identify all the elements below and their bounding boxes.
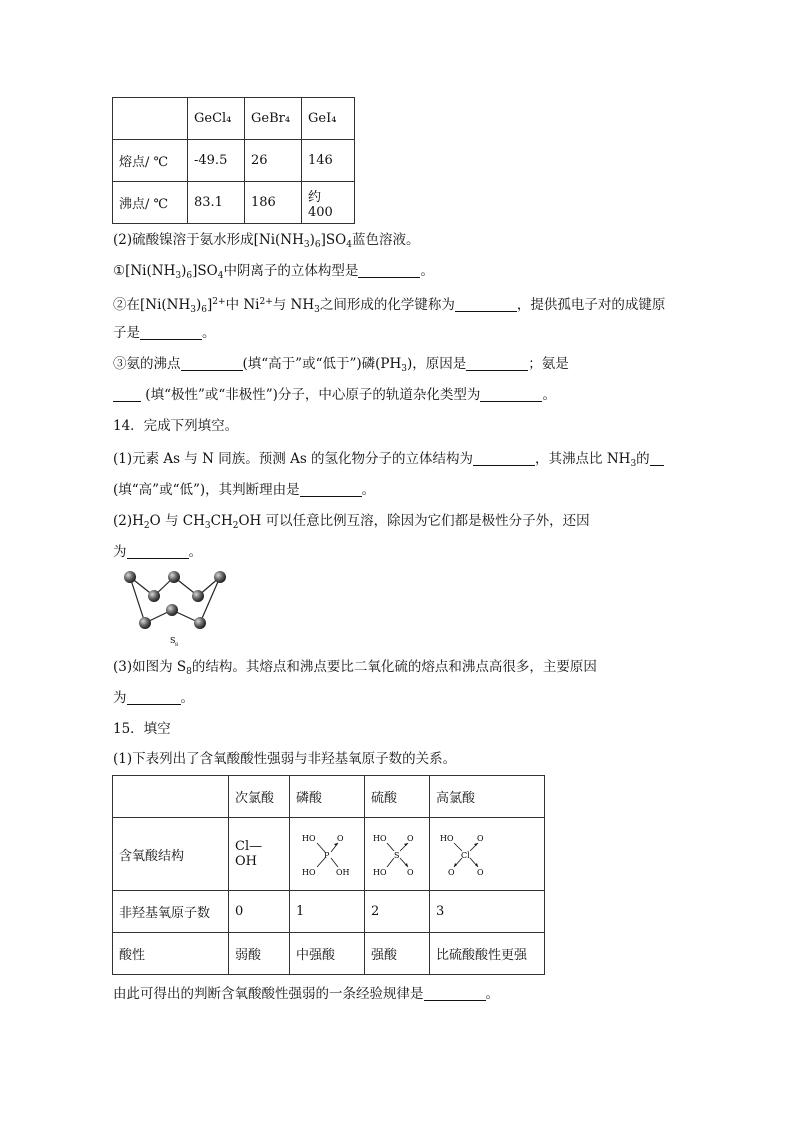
table-row xyxy=(113,182,355,224)
q13-sub3-text: ③氨的沸点 (填“高于”或“低于”)磷$(PH_3)$，原因是 ；氨是 xyxy=(113,356,569,374)
table-row-label: 酸性 xyxy=(113,933,229,975)
table-header-cell: GeI₄ xyxy=(302,98,355,140)
q15-part1-intro: (1)下表列出了含氧酸酸性强弱与非羟基氧原子数的关系。 xyxy=(113,751,457,767)
table-row xyxy=(113,818,545,891)
table-cell xyxy=(113,98,188,140)
table-cell xyxy=(113,776,229,818)
q14-part2-text: $(2)H_2O$ 与 $CH_3CH_2OH$ 可以任意比例互溶，除因为它们都是极性分子外，还因 xyxy=(113,513,590,531)
table-cell: 146 xyxy=(302,140,355,182)
svg-text:HO: HO xyxy=(440,834,454,843)
q14-part1-text-cont: (填“高”或“低”)，其判断理由是 。 xyxy=(113,482,376,498)
answer-blank[interactable] xyxy=(300,482,362,497)
table-cell: 83.1 xyxy=(188,182,245,224)
q13-sub1-text: $①[Ni(NH_3)_6]SO_4$中阴离子的立体构型是 。 xyxy=(113,263,434,281)
sulfur-atom xyxy=(168,571,180,583)
q14-part3-text: (3)如图为 $S_8$的结构。其熔点和沸点要比二氧化硫的熔点和沸点高很多，主要原因 xyxy=(113,659,597,677)
sulfur-atom xyxy=(194,617,206,629)
sulfur-atom xyxy=(148,590,160,602)
table-row xyxy=(113,140,355,182)
phosphoric-acid-structure xyxy=(296,825,358,879)
svg-text:O: O xyxy=(337,834,344,843)
answer-blank[interactable] xyxy=(466,356,528,371)
table-header-cell: 次氯酸 xyxy=(229,776,290,818)
sulfuric-acid-structure xyxy=(371,825,423,879)
table-cell: 2 xyxy=(365,891,430,933)
q14-part3-text-cont: 为 。 xyxy=(113,690,194,706)
table-row-label: 沸点/ ℃ xyxy=(113,182,188,224)
svg-text:S: S xyxy=(394,851,400,860)
table-cell: 比硫酸酸性更强 xyxy=(430,933,545,975)
svg-text:O: O xyxy=(477,868,484,877)
table-cell: -49.5 xyxy=(188,140,245,182)
svg-text:O: O xyxy=(407,834,414,843)
table-cell: 1 xyxy=(290,891,365,933)
table-row-label: 含氧酸结构 xyxy=(113,818,229,891)
answer-blank[interactable] xyxy=(473,451,535,466)
table-header-cell: GeCl₄ xyxy=(188,98,245,140)
q14-part2-text-cont: 为 。 xyxy=(113,544,202,560)
svg-text:P: P xyxy=(324,851,330,860)
svg-text:O: O xyxy=(448,868,455,877)
sulfur-atom xyxy=(124,571,136,583)
sulfur-atom xyxy=(214,571,226,583)
s8-ring-diagram xyxy=(118,566,238,652)
sulfur-atom xyxy=(166,604,178,616)
table-header-cell: 高氯酸 xyxy=(430,776,545,818)
q15-conclusion: 由此可得出的判断含氧酸酸性强弱的一条经验规律是 。 xyxy=(113,986,499,1002)
table-row xyxy=(113,933,545,975)
answer-blank[interactable] xyxy=(181,356,243,371)
answer-blank[interactable] xyxy=(140,325,202,340)
table-cell: 弱酸 xyxy=(229,933,290,975)
q13-sub2-text-cont: 子是 。 xyxy=(113,325,216,341)
svg-text:HO: HO xyxy=(302,834,316,843)
svg-text:Cl: Cl xyxy=(461,851,470,860)
answer-blank[interactable] xyxy=(358,263,420,278)
answer-blank[interactable] xyxy=(113,387,141,402)
s8-label-subscript: 8 xyxy=(175,642,179,648)
table-header-row xyxy=(113,776,545,818)
table-cell: 186 xyxy=(245,182,302,224)
germanium-halide-table xyxy=(112,97,355,224)
svg-text:OH: OH xyxy=(336,868,350,877)
table-cell: 约 400 xyxy=(302,182,355,224)
perchloric-acid-structure xyxy=(436,825,498,879)
table-header-row xyxy=(113,98,355,140)
answer-blank[interactable] xyxy=(127,544,189,559)
svg-text:O: O xyxy=(407,868,414,877)
answer-blank[interactable] xyxy=(480,387,542,402)
table-header-cell: 硫酸 xyxy=(365,776,430,818)
answer-blank[interactable] xyxy=(424,986,486,1001)
q13-sub3-text-cont: (填“极性”或“非极性”)分子，中心原子的轨道杂化类型为 。 xyxy=(113,385,556,405)
table-cell: 3 xyxy=(430,891,545,933)
table-cell: 26 xyxy=(245,140,302,182)
answer-blank[interactable] xyxy=(650,451,664,466)
table-row-label: 熔点/ ℃ xyxy=(113,140,188,182)
svg-text:HO: HO xyxy=(373,834,387,843)
table-cell xyxy=(430,818,545,891)
table-cell xyxy=(290,818,365,891)
table-header-cell: GeBr₄ xyxy=(245,98,302,140)
oxyacid-table xyxy=(112,775,545,975)
sulfur-atom xyxy=(192,590,204,602)
q13-part2-text: (2)硫酸镍溶于氨水形成$[Ni(NH_3)_6]SO_4$蓝色溶液。 xyxy=(113,232,420,250)
table-row xyxy=(113,891,545,933)
q15-title: 15．填空 xyxy=(113,721,171,737)
sulfur-atom xyxy=(139,617,151,629)
table-cell: 中强酸 xyxy=(290,933,365,975)
q13-sub2-text: ②在$[Ni(NH_3)_6]^{2+}$中 $Ni^{2+}$与 $NH_3$之间形成的化学键称为 ，提供孤电子对的成键原 xyxy=(113,297,666,315)
q14-title: 14．完成下列填空。 xyxy=(113,418,239,434)
s8-label: S xyxy=(170,636,176,645)
answer-blank[interactable] xyxy=(455,297,517,312)
s8-bonds xyxy=(130,577,220,623)
table-header-cell: 磷酸 xyxy=(290,776,365,818)
table-cell: 强酸 xyxy=(365,933,430,975)
hclo-structure: Cl—OH xyxy=(229,818,290,891)
table-cell xyxy=(365,818,430,891)
table-row-label: 非羟基氧原子数 xyxy=(113,891,229,933)
q14-part1-text: (1)元素 As 与 N 同族。预测 As 的氢化物分子的立体结构为 ，其沸点比 $NH_3$的 xyxy=(113,449,664,474)
table-cell: 0 xyxy=(229,891,290,933)
svg-text:O: O xyxy=(477,834,484,843)
svg-text:HO: HO xyxy=(373,868,387,877)
svg-text:HO: HO xyxy=(302,868,316,877)
answer-blank[interactable] xyxy=(127,690,181,705)
